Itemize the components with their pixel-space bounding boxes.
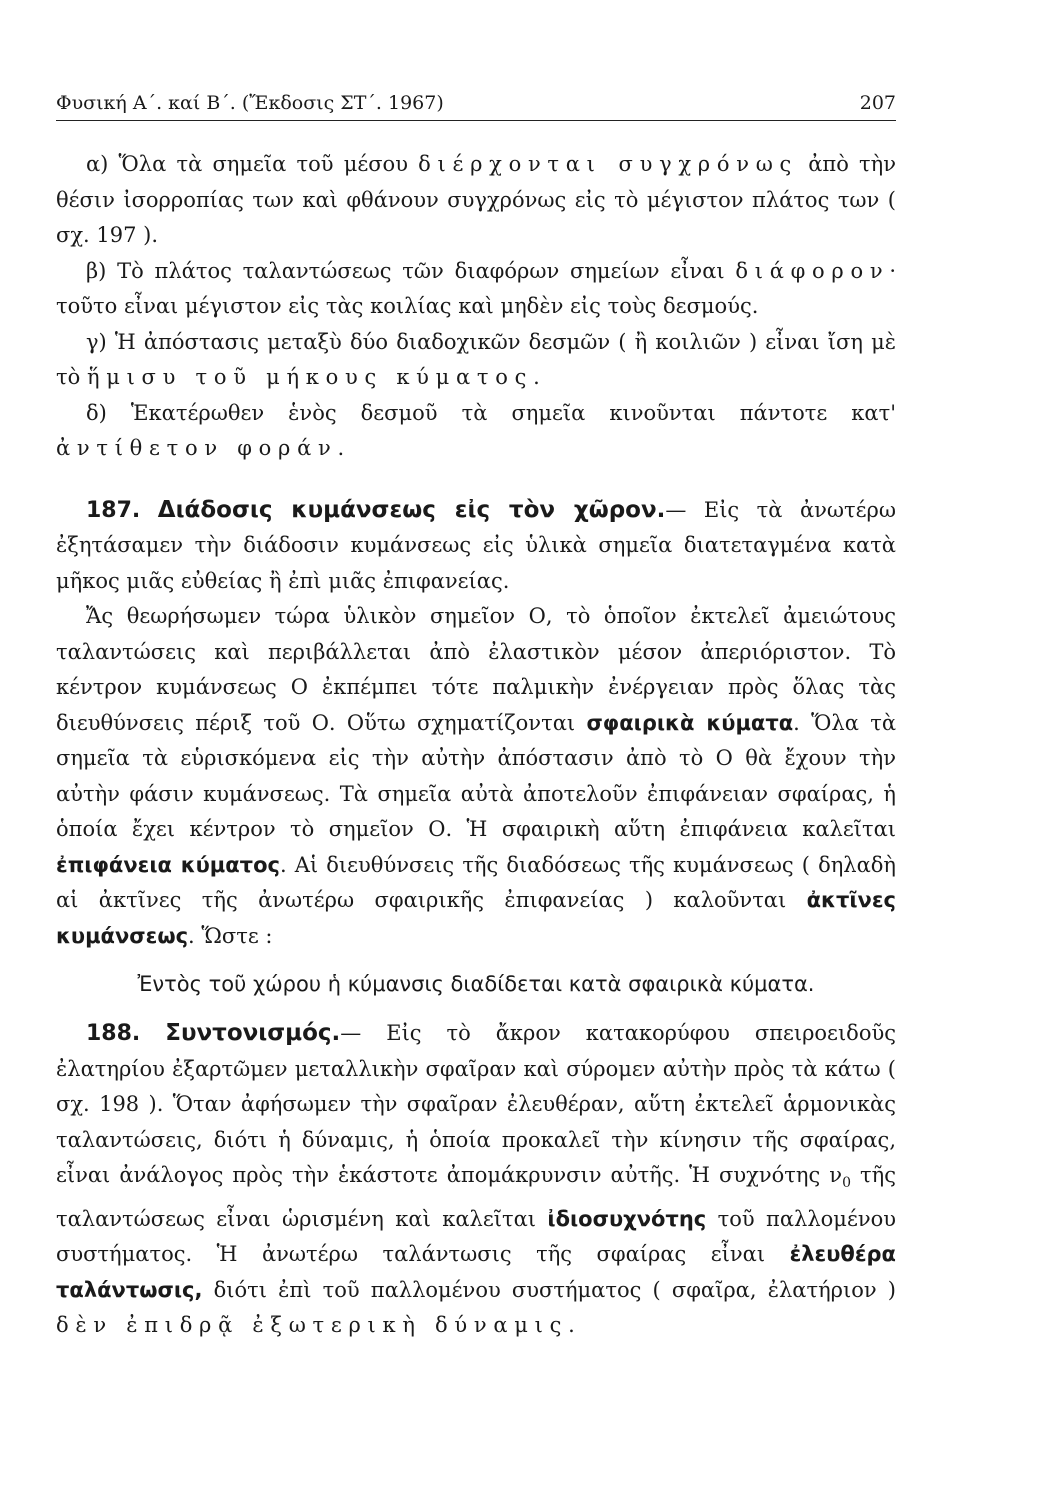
- section-187-body: Ἄς θεωρήσωμεν τώρα ὑλικὸν σημεῖον Ο, τὸ ὁποῖον ἐκτελεῖ ἀμειώτους ταλαντώσεις καὶ περιβάλλεται ἀπὸ ἐλαστικὸν μέσον ἀπεριόριστον. Τὸ κέντρον κυμάνσεως Ο ἐκπέμπει τότε παλμικὴν ἐνέργειαν πρὸς ὅλας τὰς διευθύνσεις πέριξ τοῦ Ο. Οὕτω σχηματίζονται σφαιρικὰ κύματα. Ὅλα τὰ σημεῖα τὰ εὑρισκόμενα εἰς τὴν αὐτὴν ἀπόστασιν ἀπὸ τὸ Ο θὰ ἔχουν τὴν αὐτὴν φάσιν κυμάνσεως. Τὰ σημεῖα αὐτὰ ἀποτελοῦν ἐπιφάνειαν σφαίρας, ἡ ὁποία ἔχει κέντρον τὸ σημεῖον Ο. Ἡ σφαιρικὴ αὕτη ἐπιφάνεια καλεῖται ἐπιφάνεια κύματος. Αἱ διευθύνσεις τῆς διαδόσεως τῆς κυμάνσεως ( δηλαδὴ αἱ ἀκτῖνες τῆς ἀνωτέρω σφαιρικῆς ἐπιφανείας ) καλοῦνται ἀκτῖνες κυμάνσεως. Ὥστε :: [56, 604, 897, 948]
- spaced-emphasis: διέρχονται συγχρόνως: [418, 152, 799, 176]
- section-number: 188.: [86, 1021, 141, 1046]
- section-title: Διάδοσις κυμάνσεως εἰς τὸν χῶρον.: [157, 496, 666, 523]
- section-188: 188. Συντονισμός.— Εἰς τὸ ἄκρον κατακορύφου σπειροειδοῦς ἐλατηρίου ἐξαρτῶμεν μεταλλικὴν σφαῖραν καὶ σύρομεν αὐτὴν πρὸς τὰ κάτω ( σχ. 198 ). Ὅταν ἀφήσωμεν τὴν σφαῖραν ἐλευθέραν, αὕτη ἐκτελεῖ ἁρμονικὰς ταλαντώσεις, διότι ἡ δύναμις, ἡ ὁποία προκαλεῖ τὴν κίνησιν τῆς σφαίρας, εἶναι ἀνάλογος πρὸς τὴν ἑκάστοτε ἀπομάκρυνσιν αὐτῆς. Ἡ συχνότης $\nu_0$ τῆς ταλαντώσεως εἶναι ὡρισμένη καὶ καλεῖται ἰδιοσυχνότης τοῦ παλλομένου συστήματος. Ἡ ἀνωτέρω ταλάντωσις τῆς σφαίρας εἶναι ἐλευθέρα ταλάντωσις, διότι ἐπὶ τοῦ παλλομένου συστήματος ( σφαῖρα, ἐλατήριον ) δὲν ἐπιδρᾷ ἐξωτερικὴ δύναμις.: [56, 1020, 896, 1338]
- section-number: 187.: [86, 497, 141, 523]
- book-page: [56, 92, 896, 1344]
- page-number: 207: [859, 92, 896, 114]
- paragraph-beta: β) Τὸ πλάτος ταλαντώσεως τῶν διαφόρων σημείων εἶναι διάφορον· τοῦτο εἶναι μέγιστον εἰς τὰς κοιλίας καὶ μηδὲν εἰς τοὺς δεσμούς.: [56, 258, 896, 318]
- spaced-emphasis: διάφορον: [735, 258, 890, 283]
- spaced-emphasis: ἀντίθετον φοράν: [56, 436, 338, 460]
- paragraph-delta: δ) Ἑκατέρωθεν ἑνὸς δεσμοῦ τὰ σημεῖα κινοῦνται πάντοτε κατ' ἀντίθετον φοράν.: [56, 400, 896, 460]
- paragraph-alpha: α) Ὅλα τὰ σημεῖα τοῦ μέσου διέρχονται συγχρόνως ἀπὸ τὴν θέσιν ἰσορροπίας των καὶ φθάνουν συγχρόνως εἰς τὸ μέγιστον πλάτος των ( σχ. 197 ).: [56, 152, 896, 247]
- running-head: Φυσική Α΄. καί Β΄. (Ἔκδοσις ΣΤ΄. 1967): [56, 92, 444, 114]
- section-title: Συντονισμός.: [165, 1020, 341, 1046]
- law-statement: Ἐντὸς τοῦ χώρου ἡ κύμανσις διαδίδεται κατὰ σφαιρικὰ κύματα.: [137, 972, 815, 996]
- bold-term: ἐπιφάνεια κύματος: [56, 852, 280, 877]
- subscript: 0: [842, 1175, 851, 1192]
- section-187-intro: 187. Διάδοσις κυμάνσεως εἰς τὸν χῶρον.— Εἰς τὰ ἀνωτέρω ἐξητάσαμεν τὴν διάδοσιν κυμάνσεως εἰς ὑλικὰ σημεῖα διατεταγμένα κατὰ μῆκος μιᾶς εὐθείας ἢ ἐπὶ μιᾶς ἐπιφανείας.: [56, 496, 896, 593]
- bold-term: ἐλευθέρα ταλάντωσις,: [56, 1242, 896, 1302]
- bold-term: ἰδιοσυχνότης: [547, 1206, 707, 1231]
- paragraph-gamma: γ) Ἡ ἀπόστασις μεταξὺ δύο διαδοχικῶν δεσμῶν ( ἢ κοιλιῶν ) εἶναι ἴση μὲ τὸ ἥμισυ τοῦ μήκους κύματος.: [56, 329, 896, 389]
- spaced-emphasis: ἥμισυ τοῦ μήκους κύματος: [86, 365, 534, 389]
- bold-term: ἀκτῖνες κυμάνσεως: [56, 888, 896, 948]
- spaced-emphasis: δὲν ἐπιδρᾷ ἐξωτερικὴ δύναμις: [56, 1313, 569, 1338]
- page-header: [56, 92, 896, 121]
- bold-term: σφαιρικὰ κύματα: [586, 710, 794, 735]
